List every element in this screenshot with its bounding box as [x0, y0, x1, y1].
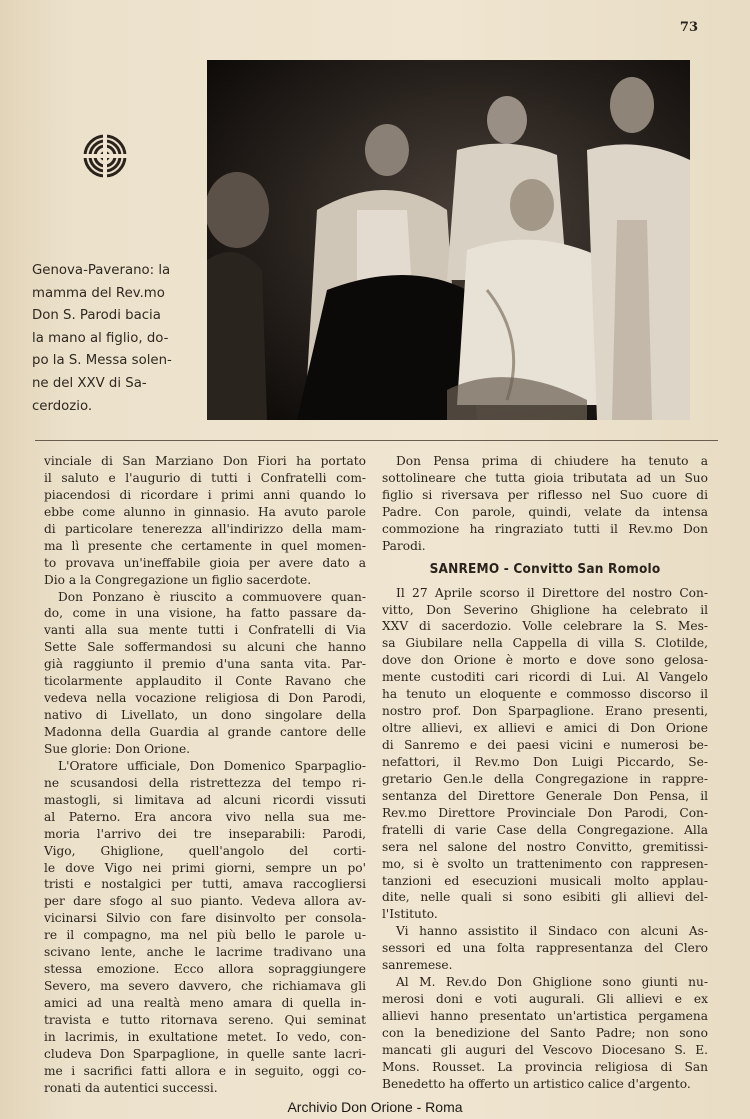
horizontal-divider — [35, 440, 718, 441]
text-line: fratelli di varie Case della Congregazione. Alla — [382, 822, 708, 837]
caption-line: Don S. Parodi bacia — [32, 308, 161, 324]
text-line: Rev.mo Direttore Provinciale Don Parodi, Con- — [382, 805, 708, 820]
text-line: vinciale di San Marziano Don Fiori ha portato — [44, 454, 366, 468]
caption-line: la mano al figlio, do- — [32, 330, 169, 346]
text-line: ebbe come alunno in ginnasio. Ha avuto parole — [44, 504, 366, 519]
text-line: tanzioni ed esecuzioni musicali molto applau- — [382, 873, 708, 888]
text-line: l'Istituto. — [382, 907, 438, 922]
text-line: Severo, ma severo davvero, che richiamava gli — [44, 979, 366, 994]
text-line: di Sanremo e dei paesi vicini e numerosi be- — [382, 738, 708, 753]
text-line: piacendosi di ricordare i primi anni quando lo — [44, 487, 366, 502]
text-line: Sue glorie: Don Orione. — [44, 741, 191, 756]
text-line: Vi hanno assistito il Sindaco con alcuni As- — [396, 924, 708, 939]
text-line: amici ad una realtà meno amara di quella in- — [44, 996, 366, 1011]
archive-footer: Archivio Don Orione - Roma — [287, 1099, 463, 1115]
text-line: sera nel salone del nostro Convitto, gremitissi- — [382, 839, 708, 854]
text-line: Parodi. — [382, 538, 426, 553]
text-line: sa Giubilare nella Cappella di villa S. Clotilde, — [382, 636, 708, 651]
text-line: scivano lente, anche le lacrime tradivano una — [44, 945, 366, 960]
text-line: ticolarmente applaudito il Conte Ravano che — [44, 674, 366, 689]
right-column-top — [382, 453, 708, 555]
text-line: Don Pensa prima di chiudere ha tenuto a — [396, 454, 708, 468]
text-line: il saluto e l'augurio di tutti i Confratelli com- — [44, 470, 366, 485]
text-line: nostro prof. Don Sparpaglione. Erano presenti, — [382, 704, 708, 719]
text-line: dove don Orione è morto e dove sono gelosa- — [382, 653, 708, 668]
text-line: vitto, Don Severino Ghiglione ha celebrato il — [382, 602, 708, 617]
text-line: nativo di Livellato, un dono singolare della — [44, 708, 366, 723]
text-line: L'Oratore ufficiale, Don Domenico Sparpaglio- — [58, 758, 366, 773]
text-line: sottolineare che tutta gioia tributata ad un Suo — [382, 470, 708, 485]
caption-line: po la S. Messa solen- — [32, 353, 172, 369]
text-line: Il 27 Aprile scorso il Direttore del nostro Con- — [396, 585, 708, 600]
left-text-column — [44, 453, 366, 1097]
text-line: vanti alla sua mente tutti i Confratelli di Via — [44, 623, 366, 638]
text-line: in lacrimis, in exultatione metet. Io vedo, con- — [44, 1029, 366, 1044]
text-line: do, come in una visione, ha fatto passare da- — [44, 606, 366, 621]
caption-line: cerdozio. — [32, 398, 93, 414]
text-line: stessa emozione. Ecco allora sopraggiungere — [44, 962, 366, 977]
text-line: to provava un'ineffabile gioia per avere dato a — [44, 555, 366, 570]
text-line: ha tenuto un eloquente e commosso discorso il — [382, 687, 708, 702]
text-line: cludeva Don Sparpaglione, in quelle sante lacri- — [44, 1046, 366, 1061]
text-line: oltre allievi, ex allievi e amici di Don Orione — [382, 721, 708, 736]
right-column-body — [382, 585, 708, 1093]
ceremony-photo — [207, 60, 690, 420]
text-line: XXV di sacerdozio. Volle celebrare la S. Mes- — [382, 619, 708, 634]
text-line: ma lì presente che certamente in quel momen- — [44, 538, 366, 553]
text-line: tristi e nostalgici per tutti, amava raccogliersi — [44, 877, 366, 892]
caption-line: mamma del Rev.mo — [32, 285, 165, 301]
text-line: al Paterno. Era ancora vivo nella sua me- — [44, 809, 366, 824]
text-line: già raggiunto il premio d'una santa vita. Par- — [44, 657, 366, 672]
text-line: mancati gli auguri del Vescovo Diocesano S. E. — [382, 1042, 708, 1057]
text-line: allievi hanno presentato un'artistica pergamena — [382, 1009, 708, 1024]
text-line: Dio a la Congregazione un figlio sacerdote. — [44, 572, 312, 587]
text-line: nefattori, il Rev.mo Don Luigi Piccardo, Se- — [382, 754, 708, 769]
text-line: ronati da autentici successi. — [44, 1080, 218, 1095]
text-line: gretario Gen.le della Congregazione in rappre- — [382, 771, 708, 786]
text-line: mo, si è svolto un trattenimento con rappresen- — [382, 856, 708, 871]
text-line: Sette Sale soffermandosi su alcuni che hanno — [44, 640, 366, 655]
text-line: re il compagno, ma nel più bello le parole u- — [44, 928, 366, 943]
ornament-logo-icon — [83, 134, 127, 178]
photo-caption — [32, 260, 192, 418]
text-line: ne scusandosi della ristrettezza del tempo ri- — [44, 775, 366, 790]
text-line: per dare sfogo al suo pianto. Vedeva allora av- — [44, 894, 366, 909]
text-line: commozione ha ringraziato tutti il Rev.mo Don — [382, 521, 708, 536]
text-line: Padre. Con parole, quindi, velate da intensa — [382, 504, 708, 519]
text-line: le dove Vigo nei primi giorni, sempre un po' — [44, 860, 366, 875]
caption-line: ne del XXV di Sa- — [32, 375, 147, 391]
right-text-column — [382, 453, 708, 1093]
text-line: travista e tutto ritornava sereno. Qui seminat — [44, 1012, 366, 1027]
text-line: figlio si riversava per riflesso nel Suo cuore di — [382, 487, 708, 502]
text-line: sentanza del Direttore Generale Don Pensa, il — [382, 788, 708, 803]
text-line: me i sacrifici fatti allora e in seguito, oggi co- — [44, 1063, 366, 1078]
text-line: mastogli, si limitava ad alcuni ricordi vissuti — [44, 792, 366, 807]
text-line: moria l'arrivo dei tre inseparabili: Parodi, — [44, 826, 366, 841]
text-line: Benedetto ha offerto un artistico calice d'argento. — [382, 1076, 691, 1091]
text-line: sessori ed una folta rappresentanza del Clero — [382, 941, 708, 956]
page-number: 73 — [679, 20, 698, 35]
text-line: Vigo, Ghiglione, quell'angolo del corti- — [44, 843, 366, 858]
text-line: vicinarsi Silvio con fare disinvolto per consola- — [44, 911, 366, 926]
text-line: mente custoditi cari ricordi di Lui. Al Vangelo — [382, 670, 708, 685]
text-line: merosi doni e voti augurali. Gli allievi e ex — [382, 992, 708, 1007]
text-line: Don Ponzano è riuscito a commuovere quan- — [58, 589, 366, 604]
caption-line: Genova-Paverano: la — [32, 263, 171, 278]
text-line: Mons. Rousset. La provincia religiosa di San — [382, 1059, 708, 1074]
section-heading: SANREMO - Convitto San Romolo — [429, 560, 661, 577]
text-line: Al M. Rev.do Don Ghiglione sono giunti nu- — [396, 975, 708, 990]
text-line: sanremese. — [382, 958, 453, 973]
text-line: con la benedizione del Santo Padre; non sono — [382, 1025, 708, 1040]
text-line: vedeva nella vocazione religiosa di Don Parodi, — [44, 691, 366, 706]
text-line: di particolare tenerezza all'indirizzo della mam- — [44, 521, 366, 536]
text-line: dite, nelle quali si sono esibiti gli allievi del- — [382, 890, 708, 905]
text-line: Madonna della Guardia al grande cantore delle — [44, 725, 366, 740]
